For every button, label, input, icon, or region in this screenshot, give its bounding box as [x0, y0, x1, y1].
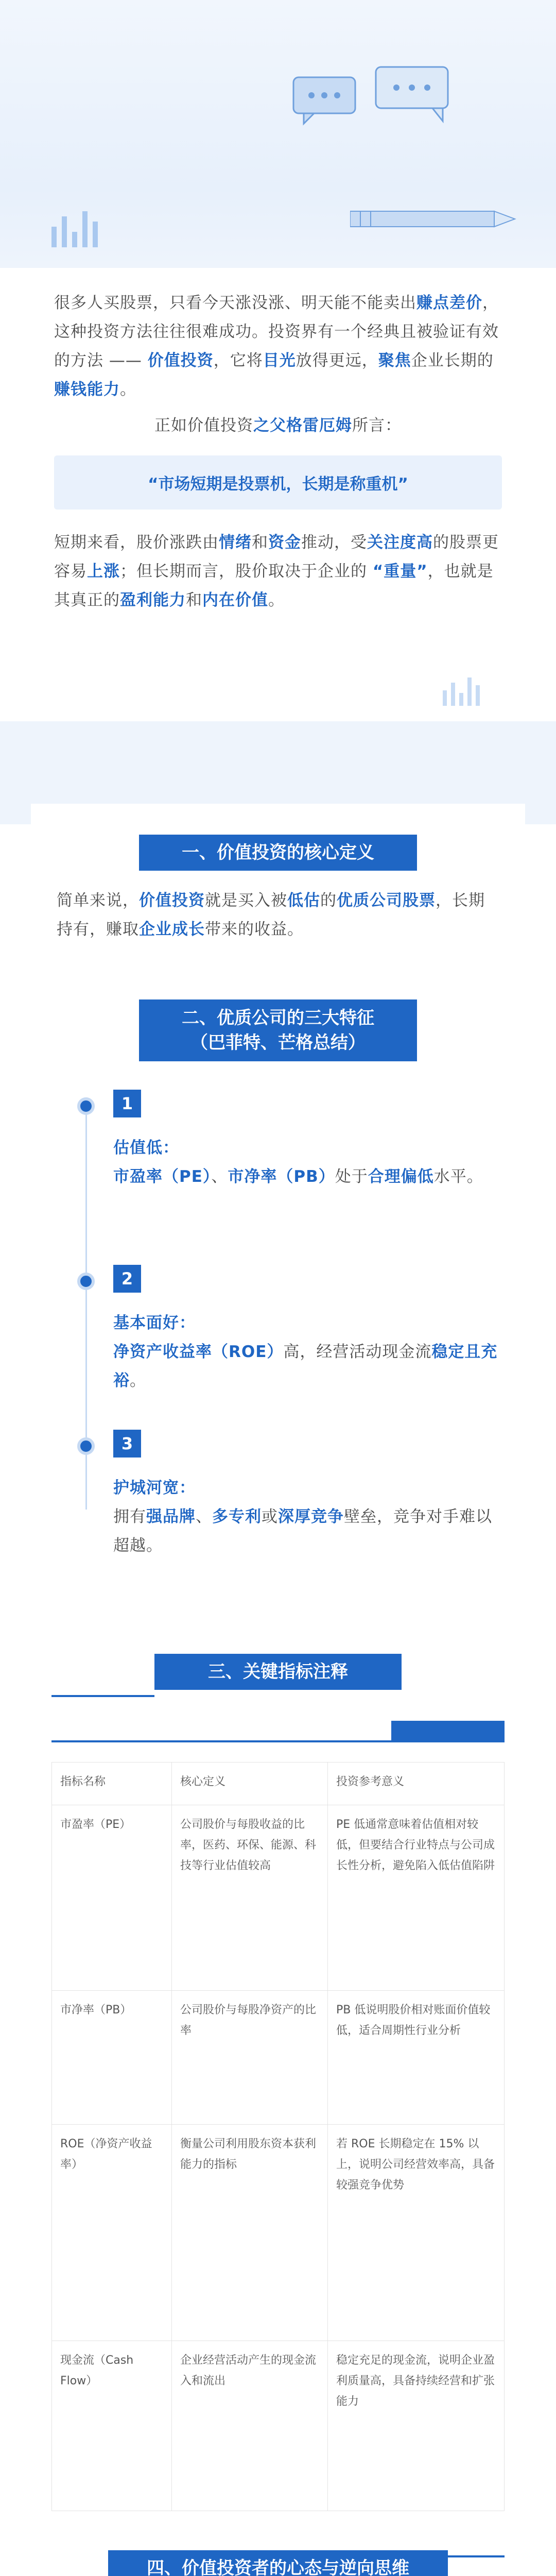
table-cell: PB 低说明股价相对账面价值较低，适合周期性行业分析 [328, 1991, 505, 2125]
feature-3-body: 拥有强品牌、多专利或深厚竞争壁垒，竞争对手难以超越。 [113, 1507, 492, 1555]
table-cell: 衡量公司利用股东资本获利能力的指标 [172, 2125, 328, 2341]
feature-2 [113, 1309, 505, 1395]
table-row [52, 1805, 505, 1991]
table-cell: 现金流（Cash Flow） [52, 2341, 172, 2511]
section-1-title: 一、价值投资的核心定义 [139, 835, 417, 871]
feature-1-badge: 1 [113, 1090, 141, 1117]
table-row [52, 1991, 505, 2125]
chat-bubbles-icon [288, 62, 458, 134]
table-header: 核心定义 [172, 1762, 328, 1805]
feature-1-head: 估值低： [113, 1139, 179, 1157]
feature-1-body: 市盈率（PE）、市净率（PB）处于合理偏低水平。 [113, 1167, 483, 1186]
indicator-table [51, 1762, 505, 2511]
section-3-title: 三、关键指标注释 [154, 1654, 402, 1690]
timeline-dot-1 [77, 1097, 95, 1115]
section-4-title: 四、价值投资者的心态与逆向思维 [108, 2550, 448, 2576]
table-row [52, 2341, 505, 2511]
section-1-paragraph: 简单来说，价值投资就是买入被低估的优质公司股票，长期持有，赚取企业成长带来的收益。 [57, 891, 485, 939]
table-cell: 若 ROE 长期稳定在 15% 以上，说明公司经营效率高，具备较强竞争优势 [328, 2125, 505, 2341]
feature-1 [113, 1133, 505, 1191]
table-header: 投资参考意义 [328, 1762, 505, 1805]
section-3-rule-line [51, 1740, 505, 1742]
timeline-dot-2 [77, 1273, 95, 1290]
section-3-rule-left [51, 1695, 154, 1697]
feature-3-head: 护城河宽： [113, 1479, 196, 1497]
table-cell: 市盈率（PE） [52, 1805, 172, 1991]
table-cell: 稳定充足的现金流，说明企业盈利质量高，具备持续经营和扩张能力 [328, 2341, 505, 2511]
feature-3-badge: 3 [113, 1430, 141, 1458]
bar-chart-decoration-icon [51, 206, 134, 247]
table-cell: 公司股价与每股净资产的比率 [172, 1991, 328, 2125]
feature-2-badge: 2 [113, 1265, 141, 1293]
table-row [52, 2125, 505, 2341]
table-cell: ROE（净资产收益率） [52, 2125, 172, 2341]
table-cell: 企业经营活动产生的现金流入和流出 [172, 2341, 328, 2511]
timeline-dot-3 [77, 1437, 95, 1455]
section-3-rule-right [391, 1721, 505, 1741]
feature-3 [113, 1473, 505, 1560]
pencil-icon [350, 201, 525, 237]
header-banner [0, 0, 556, 268]
indicator-table-wrap [51, 1762, 505, 2511]
bar-decoration-icon [443, 675, 505, 706]
quote-box: “市场短期是投票机，长期是称重机” [54, 455, 502, 510]
table-cell: 市净率（PB） [52, 1991, 172, 2125]
table-header: 指标名称 [52, 1762, 172, 1805]
section-2-title: 二、优质公司的三大特征 （巴菲特、芒格总结） [139, 999, 417, 1061]
table-cell: 公司股价与每股收益的比率，医药、环保、能源、科技等行业估值较高 [172, 1805, 328, 1991]
intro-card [31, 268, 525, 721]
intro-paragraph-2: 正如价值投资之父格雷厄姆所言： [154, 416, 402, 435]
feature-2-body: 净资产收益率（ROE）高，经营活动现金流稳定且充裕。 [113, 1343, 498, 1390]
table-header-row [52, 1762, 505, 1805]
intro-paragraph-3: 短期来看，股价涨跌由情绪和资金推动，受关注度高的股票更容易上涨；但长期而言，股价取决于企业的 “重量”，也就是其真正的盈利能力和内在价值。 [54, 533, 499, 609]
table-cell: PE 低通常意味着估值相对较低，但要结合行业特点与公司成长性分析，避免陷入低估值陷阱 [328, 1805, 505, 1991]
feature-2-head: 基本面好： [113, 1314, 196, 1332]
intro-paragraph-1: 很多人买股票，只看今天涨没涨、明天能不能卖出赚点差价，这种投资方法往往很难成功。投资界有一个经典且被验证有效的方法 —— 价值投资，它将目光放得更远，聚焦企业长期的赚钱能力。 [54, 294, 499, 399]
